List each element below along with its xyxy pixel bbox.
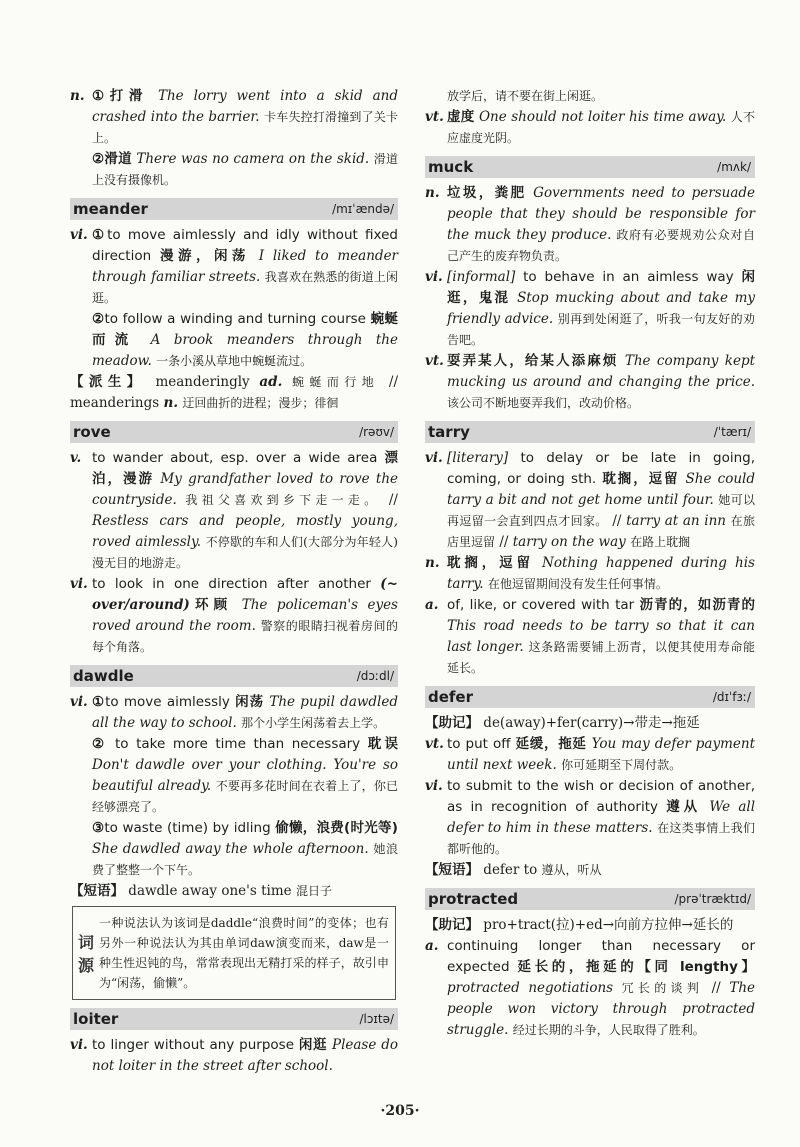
headword: meander (73, 200, 148, 218)
chinese-meaning: 蜿蜒而流 (92, 311, 398, 348)
example: You may defer payment until next week. (447, 736, 756, 773)
example: The pupil dawdled all the way to school. (92, 694, 399, 731)
chinese-meaning: 垃圾，粪肥 (447, 185, 527, 201)
chinese-meaning: 延长的，拖延的 (517, 959, 638, 975)
entry-muck (425, 156, 755, 414)
example-translation: 你可延期至下周付款。 (561, 758, 682, 772)
sense (425, 553, 755, 595)
headword: loiter (73, 1010, 119, 1028)
pos-label: ad. (259, 374, 283, 390)
english-definition: to move aimlessly (105, 694, 230, 710)
sense-number: ② (92, 151, 105, 167)
english-definition: to submit to the wish or decision of another, as in recognition of authority (447, 778, 755, 815)
sense-body (447, 595, 755, 679)
etymology-text: 一种说法认为该词是daddle“浪费时间”的变体；也有另外一种说法认为其由单词daw演变而来，daw是一种生性迟钝的鸟，常常表现出无精打采的样子，故引申为“闲荡，偷懒”。 (99, 916, 389, 990)
english-definition: to move aimlessly and idly without fixed direction (92, 227, 398, 264)
chinese-meaning: 耍弄某人，给某人添麻烦 (447, 353, 619, 369)
entry-dawdle (70, 665, 398, 1000)
example: There was no camera on the skid. (136, 151, 370, 167)
example-translation: 我喜欢在熟悉的街道上闲逛。 (92, 270, 398, 305)
example: Nothing happened during his tarry. (447, 555, 755, 592)
entry-defer (425, 686, 755, 881)
example: tarry on the way (512, 534, 626, 550)
chinese-meaning: 沥青的，如沥青的 (639, 597, 755, 613)
example: The lorry went into a skid and crashed into the barrier. (92, 88, 398, 125)
example-translation: 警察的眼睛扫视着房间的每个角落。 (92, 619, 398, 654)
chinese-meaning: 遵从 (666, 799, 702, 815)
sense (70, 86, 398, 149)
pos-label: vi. (70, 227, 88, 243)
example: One should not loiter his time away. (478, 109, 727, 125)
example-translation: 放学后，请不要在街上闲逛。 (447, 89, 604, 103)
headword: tarry (428, 423, 470, 441)
example-translation: 卡车失控打滑撞到了关卡上。 (92, 110, 398, 145)
sense-continuation (92, 734, 398, 818)
sense-number: ② (92, 311, 105, 327)
example-translation: 不要再多花时间在衣着上了，你已经够漂亮了。 (92, 779, 398, 814)
phrase: dawdle away one's time (128, 883, 292, 899)
chinese-meaning: 耽搁，逗留 (602, 471, 680, 487)
derived-meaning: 蜿蜒而行地 (292, 375, 380, 389)
chinese-meaning: 偷懒，浪费(时光等) (275, 820, 398, 836)
chinese-meaning: 虚度 (447, 109, 475, 125)
example: Restless cars and people, mostly young, roved aimlessly. (92, 513, 398, 550)
english-definition: to linger without any purpose (92, 1037, 294, 1053)
derived-word: meanderings (70, 395, 160, 411)
sense (70, 225, 398, 309)
separator: // (388, 492, 398, 508)
sense (425, 351, 755, 414)
pos-label: vt. (425, 736, 444, 752)
headword-bar (70, 665, 398, 687)
sense-body (92, 86, 398, 149)
sense (70, 574, 398, 658)
example: Governments need to persuade people that they should be responsible for the muck they produce. (447, 185, 755, 243)
pos-label: vt. (425, 353, 444, 369)
separator: // (711, 980, 721, 996)
mnemonic: de(away)+fer(carry)→带走→拖延 (483, 715, 700, 731)
etymology-label-char: 源 (77, 956, 94, 975)
example-translation: 不停歇的车和人们(大部分为年轻人)漫无目的地游走。 (92, 535, 398, 570)
entry-skid-continued (70, 86, 398, 191)
headword: protracted (428, 890, 519, 908)
example-translation: 那个小学生闲荡着去上学。 (241, 716, 386, 730)
sense-body (447, 734, 755, 776)
chinese-meaning: 耽误 (367, 736, 399, 752)
phonetic: /prəˈtræktɪd/ (674, 892, 751, 906)
headword-bar (425, 888, 755, 910)
example-translation: 冗长的谈判 (621, 981, 704, 995)
example-translation: 该公司不断地耍弄我们，改动价格。 (447, 396, 640, 410)
chinese-meaning: 滑道 (104, 151, 132, 167)
headword: rove (73, 423, 111, 441)
mnemonic-tag: 【助记】 (425, 917, 479, 933)
sense (70, 448, 398, 574)
english-definition: of, like, or covered with tar (447, 597, 635, 613)
pos-label: a. (425, 938, 439, 954)
headword-bar (425, 156, 755, 178)
chinese-meaning: 闲逛，鬼混 (447, 269, 755, 306)
left-column (70, 86, 398, 1084)
example-translation: 人不应虚度光阴。 (447, 110, 755, 145)
example: We all defer to him in these matters. (447, 799, 756, 836)
register-label: [informal] (447, 269, 516, 285)
derived-tag: 【派生】 (70, 374, 146, 390)
phrase-tag: 【短语】 (425, 862, 479, 878)
sense-body (447, 267, 755, 351)
phrase-meaning: 遵从，听从 (541, 863, 602, 877)
chinese-meaning: 打滑 (109, 88, 149, 104)
sense-body (447, 351, 755, 414)
phonetic: /dɔːdl/ (356, 669, 394, 683)
page-number: ·205· (380, 1103, 420, 1119)
entry-rove (70, 421, 398, 658)
headword: muck (428, 158, 474, 176)
entry-loiter (70, 1008, 398, 1077)
example-translation: 我祖父喜欢到乡下走一走。 (185, 493, 381, 507)
chinese-meaning: 耽搁，逗留 (447, 555, 534, 571)
sense (70, 692, 398, 734)
pos-label: vt. (425, 109, 444, 125)
pos-label: vi. (425, 269, 443, 285)
etymology-box (72, 906, 396, 1000)
sense-continuation (92, 309, 398, 372)
pos-label: n. (70, 88, 85, 104)
sense (425, 448, 755, 553)
english-definition: to take more time than necessary (114, 736, 361, 752)
example: The company kept mucking us around and changing the price. (447, 353, 756, 390)
sense-body (447, 107, 755, 149)
phonetic: /rəʊv/ (359, 425, 394, 439)
pos-label: vi. (425, 778, 443, 794)
sense-continuation (447, 86, 755, 107)
example-translation: 这条路需要铺上沥青，以便其使用寿命能延长。 (447, 640, 755, 675)
english-definition: to waste (time) by idling (104, 820, 271, 836)
example-translation: 别再到处闲逛了，听我一句友好的劝告吧。 (447, 312, 755, 347)
sense-continuation (92, 149, 398, 191)
example-translation: 政府有必要规劝公众对自己产生的废弃物负责。 (447, 228, 755, 263)
sense (425, 776, 755, 860)
pos-label: n. (425, 185, 440, 201)
example-translation: 在这类事情上我们都听他的。 (447, 821, 755, 856)
example-translation: 一条小溪从草地中蜿蜒流过。 (156, 354, 313, 368)
etymology-label-char: 词 (77, 933, 94, 952)
mnemonic-line (425, 713, 755, 734)
phonetic: /mɪˈændə/ (332, 202, 394, 216)
register-label: [literary] (447, 450, 509, 466)
sense (425, 183, 755, 267)
entry-loiter-continued (425, 86, 755, 149)
sense-number: ① (92, 88, 110, 104)
chinese-meaning: 漫游，闲荡 (159, 248, 250, 264)
example: She dawdled away the whole afternoon. (92, 841, 369, 857)
example: The policeman's eyes roved around the room. (92, 597, 398, 634)
phonetic: /mʌk/ (717, 160, 751, 174)
entry-meander (70, 198, 398, 414)
sense (425, 107, 755, 149)
pos-label: v. (70, 450, 82, 466)
english-definition: to put off (447, 736, 511, 752)
sense-number: ② (92, 736, 108, 752)
sense-number: ① (92, 694, 106, 710)
headword-bar (70, 198, 398, 220)
example: She could tarry a bit and not get home until four. (447, 471, 755, 508)
sense-body (92, 1035, 398, 1077)
etymology-label (73, 930, 99, 976)
pos-label: vi. (425, 450, 443, 466)
pos-label: n. (425, 555, 440, 571)
derived-forms (70, 372, 398, 414)
example-translation: 在旅店里逗留 (447, 514, 755, 549)
sense (425, 936, 755, 1041)
sense (425, 595, 755, 679)
derived-meaning: 迂回曲折的进程；漫步；徘徊 (182, 396, 339, 410)
phonetic: /dɪˈfɜː/ (712, 690, 751, 704)
headword-bar (425, 686, 755, 708)
sense-body (447, 936, 755, 1041)
sense-body (92, 574, 398, 658)
right-column (425, 86, 755, 1048)
sense-continuation (92, 818, 398, 881)
mnemonic-line (425, 915, 755, 936)
example: Please do not loiter in the street after school. (92, 1037, 398, 1074)
pos-label: vi. (70, 1037, 88, 1053)
pos-label: a. (425, 597, 439, 613)
example: The people won victory through protracted struggle. (447, 980, 756, 1038)
sense-body (92, 448, 398, 574)
sense-body (447, 776, 755, 860)
example-translation: 经过长期的斗争，人民取得了胜利。 (512, 1023, 705, 1037)
phonetic: /ˈtærɪ/ (713, 425, 751, 439)
phrase-meaning: 混日子 (295, 884, 332, 898)
collocation: (~ over/around) (92, 576, 398, 613)
headword-bar (425, 421, 755, 443)
sense-body (447, 183, 755, 267)
mnemonic-tag: 【助记】 (425, 715, 479, 731)
derived-word: meanderingly (155, 374, 250, 390)
example-translation: 滑道上没有摄像机。 (92, 152, 398, 187)
phrase-line (425, 860, 755, 881)
english-definition: continuing longer than necessary or expected (447, 938, 755, 975)
english-definition: to follow a winding and turning course (104, 311, 366, 327)
headword-bar (70, 1008, 398, 1030)
english-definition: to delay or be late in going, coming, or doing sth. (447, 450, 755, 487)
phrase-line (70, 881, 398, 902)
example-translation: 在路上耽搁 (630, 535, 691, 549)
sense-body (447, 448, 755, 553)
sense (70, 1035, 398, 1077)
mnemonic: pro+tract(拉)+ed→向前方拉伸→延长的 (483, 917, 734, 933)
example-translation: 她可以再逗留一会直到四点才回家。 (447, 493, 755, 528)
headword: defer (428, 688, 474, 706)
pos-label: vi. (70, 694, 88, 710)
pos-label: n. (163, 395, 179, 411)
english-definition: to wander about, esp. over a wide area (92, 450, 378, 466)
sense-body (92, 225, 398, 309)
example: A brook meanders through the meadow. (92, 332, 398, 369)
sense-number: ① (92, 227, 108, 243)
example: Stop mucking about and take my friendly advice. (447, 290, 756, 327)
sense-body (447, 553, 755, 595)
english-definition: to look in one direction after another (92, 576, 371, 592)
headword-bar (70, 421, 398, 443)
phonetic: /lɔɪtə/ (359, 1012, 394, 1026)
chinese-meaning: 环顾 (189, 597, 233, 613)
chinese-meaning: 闲荡 (235, 694, 265, 710)
sense (425, 267, 755, 351)
example: My grandfather loved to rove the countryside. (92, 471, 399, 508)
sense-body (92, 692, 398, 734)
sense (425, 734, 755, 776)
example: protracted negotiations (447, 980, 614, 996)
pos-label: vi. (70, 576, 88, 592)
entry-tarry (425, 421, 755, 679)
headword: dawdle (73, 667, 134, 685)
synonym-note: 【同 lengthy】 (637, 959, 755, 975)
example-translation: 她浪费了整整一个下午。 (92, 842, 398, 877)
phrase: defer to (483, 862, 538, 878)
english-definition: to behave in an aimless way (523, 269, 734, 285)
example: Don't dawdle over your clothing. You're so beautiful already. (92, 757, 398, 794)
phrase-tag: 【短语】 (70, 883, 124, 899)
chinese-meaning: 延缓，拖延 (515, 736, 587, 752)
example: This road needs to be tarry so that it can last longer. (447, 618, 755, 655)
example: I liked to meander through familiar streets. (92, 248, 399, 285)
example: tarry at an inn (626, 513, 726, 529)
separator: // (499, 534, 509, 550)
entry-protracted (425, 888, 755, 1041)
separator: // (612, 513, 622, 529)
separator: // (388, 374, 399, 390)
sense-number: ③ (92, 820, 105, 836)
chinese-meaning: 闲逛 (298, 1037, 328, 1053)
chinese-meaning: 漂泊，漫游 (92, 450, 398, 487)
example-translation: 在他逗留期间没有发生任何事情。 (487, 577, 668, 591)
